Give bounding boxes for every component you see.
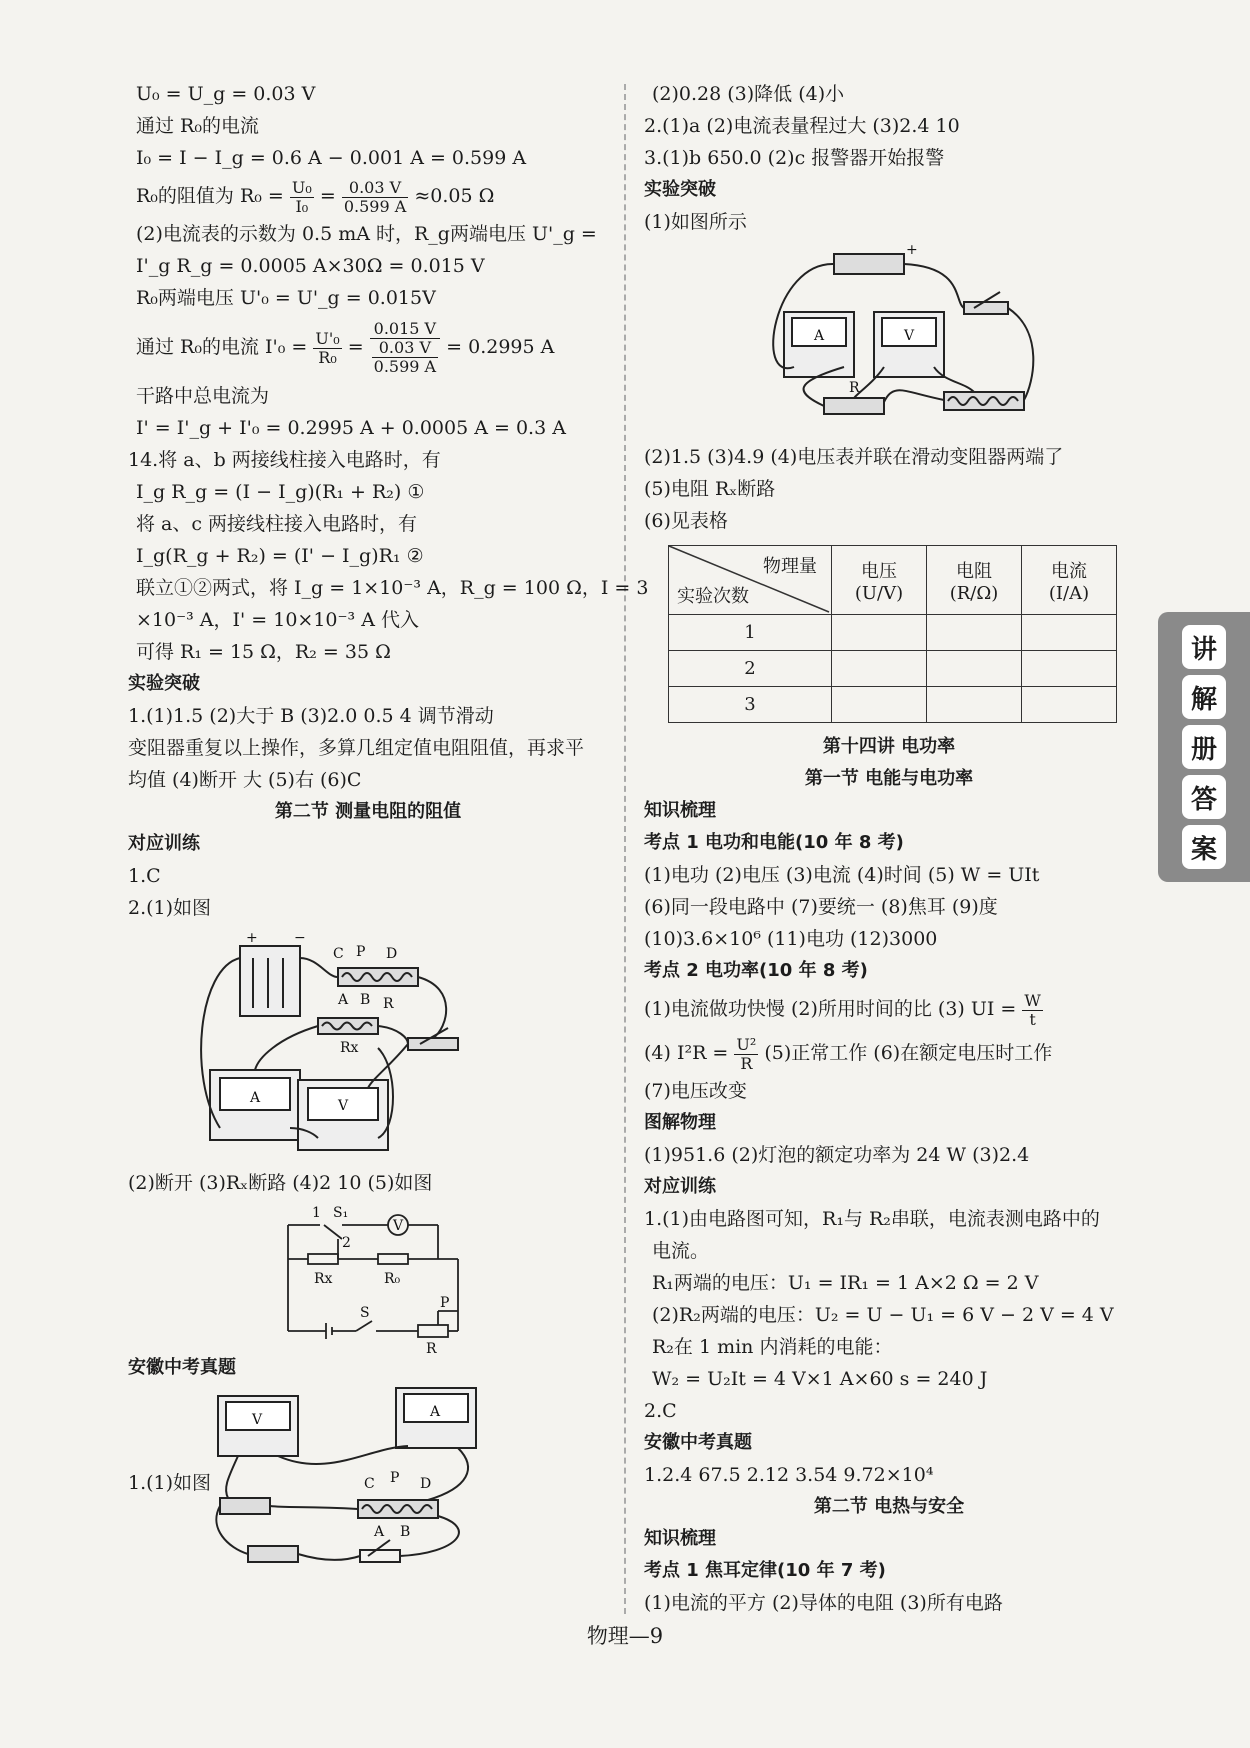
voltmeter-label: V [338, 1098, 349, 1114]
text-line: 可得 R₁ = 15 Ω，R₂ = 35 Ω [136, 641, 391, 663]
table-row: 3 [669, 687, 1117, 723]
resistor-rx-label: Rx [314, 1271, 333, 1287]
section-heading: 知识梳理 [644, 800, 716, 821]
tab-char: 册 [1182, 725, 1226, 769]
tab-char: 解 [1182, 675, 1226, 719]
text-line: 通过 R₀的电流 [136, 115, 259, 137]
switch-s-label: S [360, 1305, 370, 1321]
text-line: ×10⁻³ A，I' = 10×10⁻³ A 代入 [136, 609, 419, 631]
section-heading: 知识梳理 [644, 1528, 716, 1549]
corner-top-label: 物理量 [763, 556, 817, 577]
slider-p-label: P [356, 944, 366, 960]
column-header: 电流 (I/A) [1022, 546, 1117, 615]
section-heading: 对应训练 [644, 1176, 716, 1197]
answer-line: (5)电阻 Rₓ断路 [644, 478, 776, 500]
answer-line: 均值 (4)断开 大 (5)右 (6)C [128, 769, 362, 791]
fraction: $\frac{\text{U₀}}{\text{I₀}}$ [291, 177, 312, 216]
table-row: 2 [669, 651, 1117, 687]
page-number: 物理—9 [586, 1624, 664, 1648]
battery-plus-label: + [246, 930, 258, 946]
left-column [128, 78, 649, 1540]
voltmeter-label: V [393, 1218, 404, 1234]
rheostat-r-label: R [383, 996, 394, 1012]
voltmeter-label: V [904, 328, 915, 344]
answer-line: 2.(1)如图 [128, 897, 212, 919]
eq-line: U₀ = U_g = 0.03 V [136, 83, 316, 105]
rheostat-r-label: R [426, 1341, 437, 1357]
answer-line: (10)3.6×10⁶ (11)电功 (12)3000 [644, 928, 938, 950]
corner-bottom-label: 实验次数 [677, 586, 749, 607]
terminal-b-label: B [360, 992, 371, 1008]
switch-pos-1-label: 1 [312, 1205, 321, 1221]
ammeter-label: A [814, 328, 825, 344]
column-header: 电阻 (R/Ω) [927, 546, 1022, 615]
voltmeter-label: V [252, 1412, 263, 1428]
text-line: 干路中总电流为 [136, 385, 270, 407]
section-title: 第二节 电热与安全 [813, 1496, 965, 1517]
circuit-figure-1 [128, 928, 598, 1158]
answer-line: (2)断开 (3)Rₓ断路 (4)2 10 (5)如图 [128, 1172, 433, 1194]
answer-line: 电流。 [652, 1240, 710, 1262]
slider-p-label: P [390, 1470, 400, 1486]
switch-s1-label: S₁ [333, 1205, 349, 1221]
answer-line: (1)电功 (2)电压 (3)电流 (4)时间 (5) W = UIt [644, 864, 1040, 886]
eq-line: I_g R_g = (I − I_g)(R₁ + R₂) ① [136, 481, 425, 503]
circuit-diagram-2 [128, 1203, 598, 1357]
answer-line: (6)见表格 [644, 510, 728, 532]
section-heading: 实验突破 [128, 673, 200, 694]
terminal-a-label: A [338, 992, 349, 1008]
fraction: $\frac{\text{U²}}{R}$ [736, 1034, 757, 1073]
table-row: 1 [669, 615, 1117, 651]
fraction: $\frac{0.015 V}{\frac{0.03 V}{0.599 A}}$ [370, 320, 440, 376]
answer-line: 2.(1)a (2)电流表量程过大 (3)2.4 10 [644, 115, 960, 137]
right-column [644, 78, 1134, 1619]
battery-plus-label: + [906, 242, 918, 258]
answer-line: (1)如图所示 [644, 211, 747, 233]
lecture-title: 第十四讲 电功率 [822, 736, 956, 757]
circuit-figure-4 [644, 242, 1124, 432]
section-heading: 实验突破 [644, 179, 716, 200]
answer-line: R₁两端的电压：U₁ = IR₁ = 1 A×2 Ω = 2 V [652, 1272, 1039, 1294]
answer-line: (1)951.6 (2)灯泡的额定功率为 24 W (3)2.4 [644, 1144, 1030, 1166]
answer-line: 1.(1)由电路图可知，R₁与 R₂串联，电流表测电路中的 [644, 1208, 1100, 1230]
terminal-a-label: A [374, 1524, 385, 1540]
topic-heading: 考点 1 电功和电能(10 年 8 考) [644, 832, 904, 853]
ammeter-label: A [430, 1404, 441, 1420]
battery-minus-label: − [294, 930, 306, 946]
eq-line: 通过 R₀的电流 I'₀ = $\frac{\text{U'₀}}{\text{R₀}}$ = $\frac{0.015 V}{\frac{0.03 V}{0.599 A}}$ = 0.2995 A [136, 319, 555, 376]
data-table [668, 545, 1117, 723]
section-heading: 对应训练 [128, 833, 200, 854]
ammeter-label: A [250, 1090, 261, 1106]
fraction: $\frac{0.03 V}{0.599 A}$ [343, 177, 407, 216]
answer-line: 1.(1)1.5 (2)大于 B (3)2.0 0.5 4 调节滑动 [128, 705, 494, 727]
answer-line: (2)R₂两端的电压：U₂ = U − U₁ = 6 V − 2 V = 4 V [652, 1304, 1114, 1326]
text-line: 将 a、c 两接线柱接入电路时，有 [136, 513, 418, 535]
topic-heading: 考点 2 电功率(10 年 8 考) [644, 960, 868, 981]
answer-line: 2.C [644, 1400, 677, 1422]
resistor-r0-label: R₀ [384, 1271, 401, 1287]
eq-line: I'_g R_g = 0.0005 A×30Ω = 0.015 V [136, 255, 485, 277]
column-divider [624, 84, 626, 1614]
tab-char: 案 [1182, 825, 1226, 869]
text-line: (2)电流表的示数为 0.5 mA 时，R_g两端电压 U'_g = [136, 223, 597, 245]
answer-line: (1)电流做功快慢 (2)所用时间的比 (3) UI = $\frac{W}{t}$ [644, 990, 1041, 1029]
column-header: 电压 (U/V) [832, 546, 927, 615]
section-heading: 安徽中考真题 [644, 1432, 752, 1453]
question-14: 14.将 a、b 两接线柱接入电路时，有 [128, 449, 441, 471]
slider-p-label: P [440, 1295, 450, 1311]
tab-char: 讲 [1182, 625, 1226, 669]
answer-line: 3.(1)b 650.0 (2)c 报警器开始报警 [644, 147, 945, 169]
terminal-c-label: C [364, 1476, 375, 1492]
eq-line: R₀的阻值为 R₀ = $\frac{\text{U₀}}{\text{I₀}}$ = $\frac{0.03 V}{0.599 A}$ ≈0.05 Ω [136, 177, 495, 216]
answer-line: R₂在 1 min 内消耗的电能： [652, 1336, 893, 1358]
switch-pos-2-label: 2 [342, 1235, 351, 1251]
answer-line: 1.(1)如图 [128, 1472, 212, 1494]
eq-line: I₀ = I − I_g = 0.6 A − 0.001 A = 0.599 A [136, 147, 527, 169]
tab-char: 答 [1182, 775, 1226, 819]
side-tab [1158, 612, 1250, 882]
section-heading: 安徽中考真题 [128, 1357, 236, 1378]
section-heading: 图解物理 [644, 1112, 716, 1133]
terminal-d-label: D [386, 946, 398, 962]
eq-line: I' = I'_g + I'₀ = 0.2995 A + 0.0005 A = 0.3 A [136, 417, 566, 439]
answer-line: 变阻器重复以上操作，多算几组定值电阻阻值，再求平 [128, 737, 585, 759]
answer-line: W₂ = U₂It = 4 V×1 A×60 s = 240 J [652, 1368, 988, 1390]
section-title: 第一节 电能与电功率 [804, 768, 974, 789]
answer-line: 1.2.4 67.5 2.12 3.54 9.72×10⁴ [644, 1464, 934, 1486]
resistor-rx-label: Rx [340, 1040, 359, 1056]
fraction: $\frac{W}{t}$ [1024, 990, 1041, 1029]
answer-line: (2)1.5 (3)4.9 (4)电压表并联在滑动变阻器两端了 [644, 446, 1064, 468]
terminal-d-label: D [420, 1476, 432, 1492]
answer-line: (1)电流的平方 (2)导体的电阻 (3)所有电路 [644, 1592, 1003, 1614]
eq-line: R₀两端电压 U'₀ = U'_g = 0.015V [136, 287, 436, 309]
fraction: $\frac{0.03 V}{0.599 A}$ [373, 338, 437, 376]
table-corner-cell [669, 546, 832, 615]
answer-line: (2)0.28 (3)降低 (4)小 [652, 83, 845, 105]
answer-line: 1.C [128, 865, 161, 887]
terminal-b-label: B [400, 1524, 411, 1540]
section-title: 第二节 测量电阻的阻值 [274, 801, 462, 822]
resistor-r-label: R [849, 380, 860, 396]
answer-line: (6)同一段电路中 (7)要统一 (8)焦耳 (9)度 [644, 896, 998, 918]
text-line: 联立①②两式，将 I_g = 1×10⁻³ A，R_g = 100 Ω，I = 3 [136, 577, 649, 599]
answer-line: (7)电压改变 [644, 1080, 747, 1102]
fraction: $\frac{\text{U'₀}}{\text{R₀}}$ [315, 328, 340, 367]
eq-line: I_g(R_g + R₂) = (I' − I_g)R₁ ② [136, 545, 424, 567]
terminal-c-label: C [333, 946, 344, 962]
answer-line: (4) I²R = $\frac{\text{U²}}{R}$ (5)正常工作 (6)在额定电压时工作 [644, 1034, 1053, 1073]
topic-heading: 考点 1 焦耳定律(10 年 7 考) [644, 1560, 886, 1581]
